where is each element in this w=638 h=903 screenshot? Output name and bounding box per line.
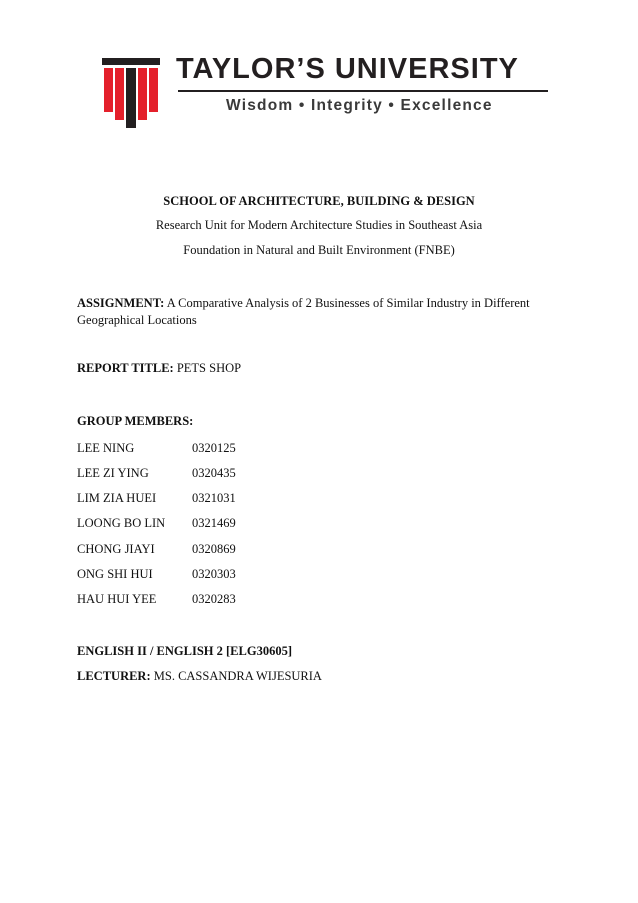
member-name: ONG SHI HUI <box>77 567 153 581</box>
member-id: 0320869 <box>192 542 236 556</box>
member-name: LOONG BO LIN <box>77 516 166 530</box>
member-row <box>77 465 236 481</box>
member-row <box>77 490 236 506</box>
member-name: LEE ZI YING <box>77 466 149 480</box>
member-id: 0321031 <box>192 491 236 505</box>
member-id: 0321469 <box>192 516 236 530</box>
report-title-label: REPORT TITLE: <box>77 361 174 375</box>
member-row <box>77 440 236 456</box>
member-row <box>77 515 236 531</box>
assignment-block <box>77 295 557 329</box>
group-members-label: GROUP MEMBERS: <box>77 414 194 428</box>
logo-motto: Wisdom • Integrity • Excellence <box>226 97 493 114</box>
school-title: SCHOOL OF ARCHITECTURE, BUILDING & DESIGN <box>163 194 475 208</box>
member-name: CHONG JIAYI <box>77 542 155 556</box>
lecturer-label: LECTURER: <box>77 669 151 683</box>
member-name: HAU HUI YEE <box>77 592 157 606</box>
member-row <box>77 541 236 557</box>
logo-name: TAYLOR’S UNIVERSITY <box>176 53 519 85</box>
crest-icon <box>100 56 162 132</box>
report-title-block <box>77 360 557 377</box>
member-id: 0320283 <box>192 592 236 606</box>
lecturer-block <box>77 668 557 685</box>
research-unit: Research Unit for Modern Architecture Studies in Southeast Asia <box>155 218 483 232</box>
member-id: 0320435 <box>192 466 236 480</box>
member-id: 0320125 <box>192 441 236 455</box>
foundation-program: Foundation in Natural and Built Environment (FNBE) <box>183 243 455 257</box>
member-row <box>77 566 236 582</box>
member-name: LEE NING <box>77 441 135 455</box>
assignment-label: ASSIGNMENT: <box>77 296 165 310</box>
assignment-text: A Comparative Analysis of 2 Businesses of Similar Industry in Different Geographical Locations <box>77 296 530 327</box>
course-code: ENGLISH II / ENGLISH 2 [ELG30605] <box>77 644 292 658</box>
member-name: LIM ZIA HUEI <box>77 491 157 505</box>
member-id: 0320303 <box>192 567 236 581</box>
lecturer-name: MS. CASSANDRA WIJESURIA <box>153 669 322 683</box>
report-title-text: PETS SHOP <box>176 361 242 375</box>
university-logo <box>100 50 550 130</box>
logo-divider <box>178 90 548 92</box>
member-row <box>77 591 236 607</box>
